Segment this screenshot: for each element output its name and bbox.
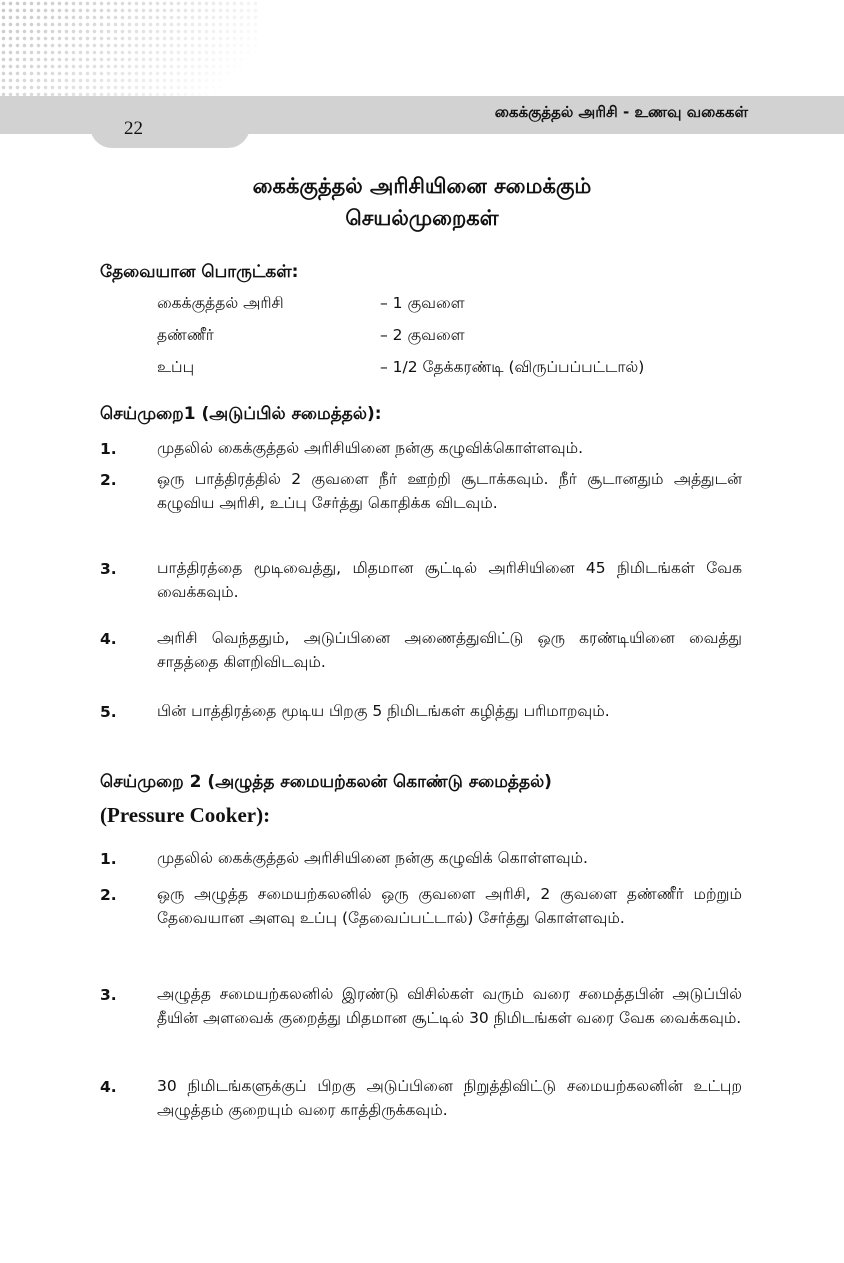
method2-step: முதலில் கைக்குத்தல் அரிசியினை நன்கு கழுவிக் கொள்ளவும். [157, 849, 588, 867]
step-number: 4. [100, 1078, 117, 1096]
ingredient-quantity: – 2 குவளை [380, 326, 465, 344]
page-tab [90, 106, 250, 148]
method2-heading-english: (Pressure Cooker): [100, 803, 271, 827]
step-number: 1. [100, 440, 117, 458]
step-number: 5. [100, 703, 117, 721]
ingredients-heading: தேவையான பொருட்கள்: [100, 262, 299, 282]
method2-step: அழுத்த சமையற்கலனில் இரண்டு விசில்கள் வரும் வரை சமைத்தபின் அடுப்பில் தீயின் அளவைக் குறைத்து மிதமான சூட்டில் 30 நிமிடங்கள் வரை வேக வைக்கவும். [157, 985, 742, 1027]
ingredient-quantity: – 1/2 தேக்கரண்டி (விருப்பப்பட்டால்) [380, 358, 645, 376]
ingredient-name: கைக்குத்தல் அரிசி [157, 294, 284, 312]
method1-heading: செய்முறை1 (அடுப்பில் சமைத்தல்): [100, 404, 382, 424]
ingredient-name: உப்பு [157, 358, 195, 376]
step-number: 4. [100, 630, 117, 648]
step-number: 3. [100, 986, 117, 1004]
method1-step: பாத்திரத்தை மூடிவைத்து, மிதமான சூட்டில் அரிசியினை 45 நிமிடங்கள் வேக வைக்கவும். [157, 559, 742, 601]
page-title-line2: செயல்முறைகள் [345, 206, 499, 230]
method1-step: முதலில் கைக்குத்தல் அரிசியினை நன்கு கழுவிக்கொள்ளவும். [157, 439, 584, 457]
ingredient-quantity: – 1 குவளை [380, 294, 465, 312]
page-title-line1: கைக்குத்தல் அரிசியினை சமைக்கும் [252, 174, 592, 198]
method2-step: ஒரு அழுத்த சமையற்கலனில் ஒரு குவளை அரிசி, 2 குவளை தண்ணீர் மற்றும் தேவையான அளவு உப்பு (தேவைப்பட்டால்) சேர்த்து கொள்ளவும். [157, 885, 742, 927]
halftone-decoration [0, 0, 260, 110]
method1-step: ஒரு பாத்திரத்தில் 2 குவளை நீர் ஊற்றி சூடாக்கவும். நீர் சூடானதும் அத்துடன் கழுவிய அரிசி, உப்பு சேர்த்து கொதிக்க விடவும். [157, 470, 742, 512]
page-number: 22 [124, 118, 143, 139]
running-title: கைக்குத்தல் அரிசி - உணவு வகைகள் [494, 103, 748, 121]
step-number: 3. [100, 560, 117, 578]
method1-step: பின் பாத்திரத்தை மூடிய பிறகு 5 நிமிடங்கள் கழித்து பரிமாறவும். [157, 702, 610, 720]
ingredient-name: தண்ணீர் [157, 326, 214, 344]
step-number: 1. [100, 850, 117, 868]
step-number: 2. [100, 886, 117, 904]
method2-heading: செய்முறை 2 (அழுத்த சமையற்கலன் கொண்டு சமைத்தல்) [100, 772, 552, 792]
method1-step: அரிசி வெந்ததும், அடுப்பினை அணைத்துவிட்டு ஒரு கரண்டியினை வைத்து சாதத்தை கிளறிவிடவும். [157, 629, 742, 671]
step-number: 2. [100, 471, 117, 489]
method2-step: 30 நிமிடங்களுக்குப் பிறகு அடுப்பினை நிறுத்திவிட்டு சமையற்கலனின் உட்புற அழுத்தம் குறையும் வரை காத்திருக்கவும். [157, 1077, 742, 1119]
